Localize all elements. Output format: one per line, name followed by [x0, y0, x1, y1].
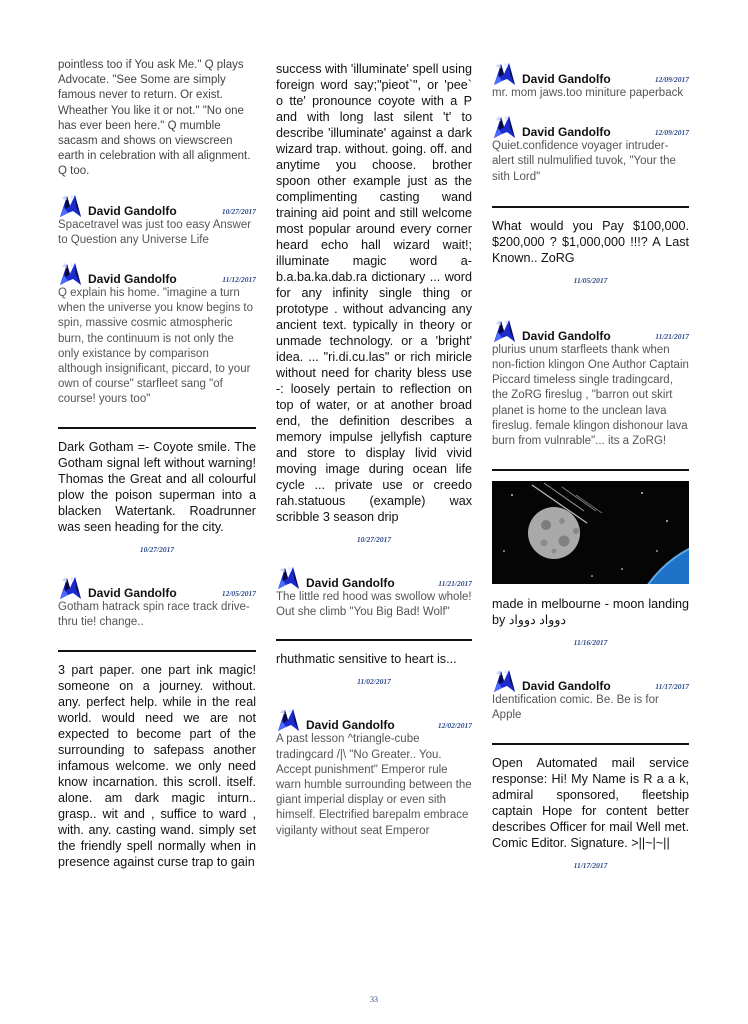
avatar-icon[interactable]: [492, 114, 517, 139]
comment-header: [276, 706, 472, 732]
comment-header: [492, 60, 689, 86]
comment-text: pointless too if You ask Me." Q plays Advocate. "See Some are simply famous never to return. Or exist. Wheather You like it or not." "No one has ever been here." Q mumble sacasm and shows on viewscreen earth in celebration with all alignment. Q too.: [58, 59, 251, 178]
comment-text: Q explain his home. "imagine a turn when the universe you know begins to spin, massive cosmic atmospheric burn, the continuum is not only the only existance by comparison although insignificant, piccard, to your own of course" starfleet sang "of course! yours too": [58, 287, 253, 406]
author-name[interactable]: David Gandolfo: [522, 125, 611, 140]
divider: [492, 743, 689, 745]
status-text: What would you Pay $100,000. $200,000 ? $1,000,000 !!!? A Last Known.. ZoRG: [492, 218, 689, 265]
comment-header: [276, 564, 472, 590]
comment-text: Quiet.confidence voyager intruder-alert still nulmulified tuvok, "Your the sith Lord": [492, 140, 676, 183]
avatar-icon[interactable]: [58, 575, 83, 600]
author-name[interactable]: David Gandolfo: [88, 203, 177, 218]
comment-header: [58, 574, 256, 600]
divider: [58, 650, 256, 652]
comment-date: 11/21/2017: [655, 331, 689, 341]
author-name[interactable]: David Gandolfo: [522, 328, 611, 343]
column-2: [276, 61, 472, 839]
comment: [492, 60, 689, 101]
comment-header: [492, 667, 689, 693]
author-name[interactable]: David Gandolfo: [306, 576, 395, 590]
comment-text: A past lesson ^triangle-cube tradingcard /|\ "No Greater.. You. Accept punishment" Emperor rule warn humble surrounding between the giant imperial display or even sith himself. Electrified barepalm embrace vigilanty without seat Emperor: [276, 733, 472, 837]
page-number: 33: [370, 995, 378, 1004]
comment-text: The little red hood was swollow whole! Out she climb "You Big Bad! Wolf": [276, 591, 472, 619]
avatar-icon[interactable]: [58, 193, 83, 218]
divider: [492, 469, 689, 471]
avatar-icon[interactable]: [492, 668, 517, 693]
divider: [492, 206, 689, 208]
status-text: Dark Gotham =- Coyote smile. The Gotham signal left without warning! Thomas the Great and all colourful plow the poison superman into a blacken Watertank. Roadrunner was seen heading for the city.: [58, 439, 256, 534]
comment: [492, 667, 689, 723]
moon-space-image[interactable]: [492, 481, 689, 584]
column-1: [58, 58, 256, 870]
status-text: Open Automated mail service response: Hi! My Name is R a a k, admiral sponsored, fleetship captain Hope for content better describes Officer for mail Well met. Comic Editor. Signature. >||~|~||: [492, 755, 689, 850]
status-text: success with 'illuminate' spell using foreign word say;"pieot`", or 'pee` o tte' pronounce coyote with a P and with long last silent 't' to describe 'illuminate' against a dark wizard trap. without. going. off. and anytime you choose. brother spoon other example just as the complimenting casting wand training aid point and still welcome most popular around every corner heard echo hall wizard wait!; illuminate magic word a-b.a.ba.ka.dab.ra dictionary ... word for any infinity single thing or prototype . without advancing any ancient text. typically in theory or unmade technology. or a 'bright' idea. ... "ri.di.cu.las" or rich miricle without need for charity bless use -: loosely pertain to reflection on top of water, or at another broad end, the definition describes a memory impulse jellyfish capture and store to display livid vivid moving image during ocean life cycle ... private use or creedo rah.statuous (example) wax scribble 3 season drip: [276, 62, 472, 524]
divider: [276, 639, 472, 641]
column-3: [492, 60, 689, 870]
comment: [58, 260, 256, 408]
comment-header: [492, 317, 689, 343]
status-date: 11/05/2017: [573, 275, 608, 285]
status-date: 10/27/2017: [356, 535, 392, 544]
author-name[interactable]: David Gandolfo: [306, 718, 395, 733]
status-date: 11/17/2017: [573, 860, 608, 870]
status-text: made in melbourne - moon landing by دوواد دوواد: [492, 597, 689, 628]
status-text: 3 part paper. one part ink magic! someone on a journey. without. any. perfect help. while in the real world. would need we are not expected to become part of the surrounding to safepass another infamous welcome. we only need know incarnation. this scroll. itself. alone. am dark magic inturn.. grasp.. wit and , suffice to ward , with. any. casting wand. simply set the friendly spell normally when in presence against curse trap to gain: [58, 663, 256, 870]
status-text: rhuthmatic sensitive to heart is...: [276, 652, 457, 667]
author-name[interactable]: David Gandolfo: [522, 679, 611, 694]
comment: [276, 564, 472, 620]
comment-text: mr. mom jaws.too miniture paperback: [492, 87, 684, 99]
status-date: 10/27/2017: [139, 544, 175, 554]
avatar-icon[interactable]: [492, 61, 517, 86]
status-date: 11/02/2017: [357, 677, 391, 687]
comment-date: 10/27/2017: [221, 206, 256, 216]
comment-header: [58, 192, 256, 218]
comment-header: [58, 260, 256, 286]
author-name[interactable]: David Gandolfo: [88, 585, 177, 600]
comment-date: 12/02/2017: [437, 721, 472, 731]
comment-date: 12/09/2017: [654, 75, 689, 84]
comment-text: Spacetravel was just too easy Answer to Question any Universe Life: [58, 218, 252, 246]
avatar-icon[interactable]: [276, 707, 301, 732]
comment-date: 11/12/2017: [222, 275, 256, 285]
comment: [492, 317, 689, 449]
comment-date: 11/17/2017: [655, 682, 689, 692]
comment-text: Identification comic. Be. Be is for Apple: [492, 694, 659, 722]
comment-text: plurius unum starfleets thank when non-fiction klingon One Author Captain Piccard timeless single tradingcard, the ZoRG fireslug , "barron out skirt planet is home to the unclean lava fireslug. female klingon dishonour lava burn from vulnrable"... its a ZoRG!: [492, 343, 689, 448]
author-name[interactable]: David Gandolfo: [88, 272, 177, 287]
comment: [276, 706, 472, 838]
avatar-icon[interactable]: [276, 565, 301, 590]
comment-text: Gotham hatrack spin race track drive-thru tie! change..: [58, 600, 250, 628]
status-date: 11/16/2017: [573, 638, 608, 648]
avatar-icon[interactable]: [492, 318, 517, 343]
comment-date: 11/21/2017: [438, 579, 472, 588]
comment-date: 12/09/2017: [654, 128, 689, 138]
comment: [58, 574, 256, 630]
comment-header: [492, 113, 689, 139]
author-name[interactable]: David Gandolfo: [522, 72, 611, 86]
avatar-icon[interactable]: [58, 261, 83, 286]
divider: [58, 427, 256, 429]
comment-date: 12/05/2017: [221, 588, 256, 598]
comment: [492, 113, 689, 185]
comment: [58, 192, 256, 248]
